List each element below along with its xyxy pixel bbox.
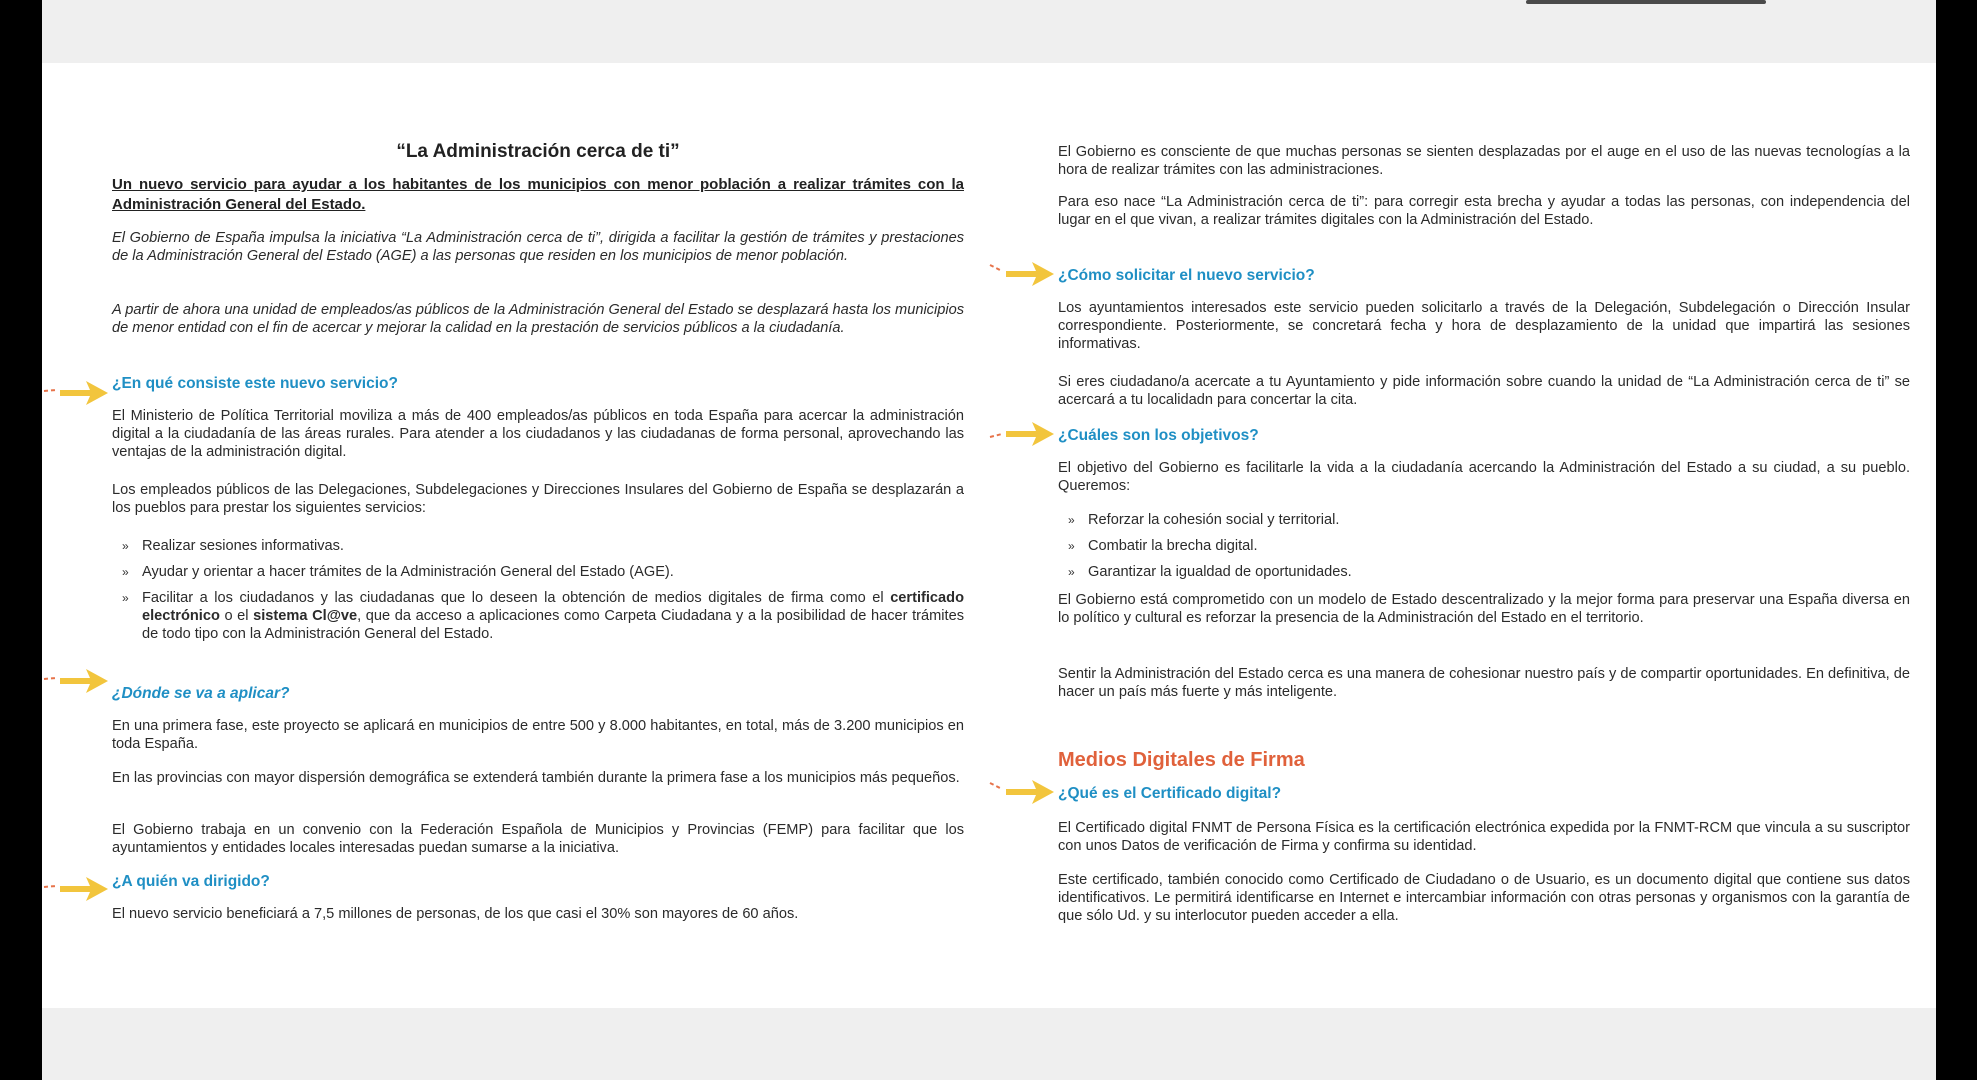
paragraph-certificado-2: Este certificado, también conocido como Certificado de Ciudadano o de Usuario, es un documento digital que contiene sus datos identificativos. Le permitirá identificarse en Internet e intercambiar información con otras personas y organismos con la garantía de que sólo Ud. y su interlocutor pueden acceder a ella.	[1058, 872, 1910, 924]
list-item-text: Reforzar la cohesión social y territorial.	[1088, 512, 1340, 528]
list-text-part: o el	[219, 608, 254, 624]
heading-a-quien: ¿A quién va dirigido?	[112, 873, 270, 890]
list-item-text: Garantizar la igualdad de oportunidades.	[1088, 564, 1352, 580]
document-subtitle: Un nuevo servicio para ayudar a los habitantes de los municipios con menor población a realizar trámites con la Administración General del Estado.	[112, 176, 964, 213]
paragraph-como-solicitar-1: Los ayuntamientos interesados este servicio pueden solicitarlo a través de la Delegación, Subdelegación o Dirección Insular correspondiente. Posteriormente, se concretará fecha y hora de desplazamiento de la unidad que impartirá las sesiones informativas.	[1058, 300, 1910, 352]
bullet-marker: »	[1068, 513, 1075, 527]
list-text-part: , que da acceso a aplicaciones como Carpeta Ciudadana y a la posibilidad de hacer trámites de todo tipo con la Administración General del Estado.	[142, 608, 965, 642]
bullet-marker: »	[122, 591, 129, 605]
heading-certificado-digital: ¿Qué es el Certificado digital?	[1058, 785, 1282, 802]
arrow-icon	[988, 419, 1056, 449]
paragraph-a-quien: El nuevo servicio beneficiará a 7,5 millones de personas, de los que casi el 30% son mayores de 60 años.	[112, 906, 799, 922]
paragraph-conciencia: El Gobierno es consciente de que muchas personas se sienten desplazadas por el auge en el uso de las nuevas tecnologías a la hora de realizar trámites con las administraciones.	[1058, 144, 1910, 178]
list-item-sesiones	[122, 537, 964, 555]
paragraph-objetivos-2: El Gobierno está comprometido con un modelo de Estado descentralizado y la mejor forma para preservar una España diversa en lo político y cultural es reforzar la presencia de la Administración del Estado en el territorio.	[1058, 592, 1910, 626]
bullet-marker: »	[122, 565, 129, 579]
list-item-tramites	[122, 563, 964, 581]
list-item-text: Combatir la brecha digital.	[1088, 538, 1258, 554]
paragraph-objetivos-3: Sentir la Administración del Estado cerca es una manera de cohesionar nuestro país y de compartir oportunidades. En definitiva, de hacer un país más fuerte y más inteligente.	[1058, 666, 1910, 700]
paragraph-para-eso: Para eso nace “La Administración cerca de ti”: para corregir esta brecha y ayudar a todas las personas, con independencia del lugar en el que vivan, a realizar trámites digitales con la Administración del Estado.	[1058, 194, 1910, 228]
document-page	[42, 63, 1936, 1008]
paragraph-donde-1: En una primera fase, este proyecto se aplicará en municipios de entre 500 y 8.000 habitantes, en total, más de 3.200 municipios en toda España.	[112, 718, 964, 752]
arrow-icon	[42, 378, 110, 408]
list-text-part: Facilitar a los ciudadanos y las ciudadanas que lo deseen la obtención de medios digitales de firma como el	[142, 590, 891, 606]
certificado-electronico-term: certificado electrónico	[142, 590, 964, 624]
heading-objetivos: ¿Cuáles son los objetivos?	[1058, 427, 1259, 444]
paragraph-donde-3: El Gobierno trabaja en un convenio con la Federación Española de Municipios y Provincias (FEMP) para facilitar que los ayuntamientos y entidades locales interesadas puedan sumarse a la iniciativa.	[112, 822, 964, 856]
arrow-icon	[42, 874, 110, 904]
bullet-marker: »	[1068, 565, 1075, 579]
list-item-igualdad	[1068, 563, 1910, 581]
bullet-marker: »	[122, 539, 129, 553]
arrow-icon	[988, 777, 1056, 807]
sistema-clave-term: sistema Cl@ve	[253, 608, 358, 624]
intro-paragraph-2: A partir de ahora una unidad de empleados/as públicos de la Administración General del Estado se desplazará hasta los municipios de menor entidad con el fin de acercar y mejorar la calidad en la prestación de servicios públicos a la ciudadanía.	[112, 302, 964, 336]
list-item-text: Ayudar y orientar a hacer trámites de la Administración General del Estado (AGE).	[142, 564, 674, 580]
paragraph-certificado-1: El Certificado digital FNMT de Persona Física es la certificación electrónica expedida por la FNMT-RCM que vincula a su suscriptor con unos Datos de verificación de Firma y confirma su identidad.	[1058, 820, 1910, 854]
list-item-medios-firma	[122, 589, 965, 643]
list-item-cohesion	[1068, 511, 1910, 529]
intro-paragraph-1: El Gobierno de España impulsa la iniciativa “La Administración cerca de ti”, dirigida a facilitar la gestión de trámites y prestaciones de la Administración General del Estado (AGE) a las personas que residen en los municipios de menor población.	[112, 230, 964, 264]
section-title-medios-firma: Medios Digitales de Firma	[1058, 749, 1305, 771]
arrow-icon	[42, 666, 110, 696]
paragraph-que-consiste-2: Los empleados públicos de las Delegaciones, Subdelegaciones y Direcciones Insulares del Gobierno de España se desplazarán a los pueblos para prestar los siguientes servicios:	[112, 482, 964, 516]
paragraph-donde-2: En las provincias con mayor dispersión demográfica se extenderá también durante la primera fase a los municipios más pequeños.	[112, 770, 960, 786]
paragraph-como-solicitar-2: Si eres ciudadano/a acercate a tu Ayuntamiento y pide información sobre cuando la unidad de “La Administración cerca de ti” se acercará a tu localidadn para concertar la cita.	[1058, 374, 1910, 408]
arrow-icon	[988, 259, 1056, 289]
paragraph-objetivos-1: El objetivo del Gobierno es facilitarle la vida a la ciudadanía acercando la Administración del Estado a su ciudad, a su pueblo. Queremos:	[1058, 460, 1910, 494]
heading-que-consiste: ¿En qué consiste este nuevo servicio?	[112, 375, 398, 392]
list-item-text: Realizar sesiones informativas.	[142, 538, 344, 554]
list-item-text	[142, 590, 964, 642]
heading-como-solicitar: ¿Cómo solicitar el nuevo servicio?	[1058, 267, 1315, 284]
bullet-marker: »	[1068, 539, 1075, 553]
heading-donde-aplicar: ¿Dónde se va a aplicar?	[112, 685, 290, 702]
list-item-brecha	[1068, 537, 1910, 555]
scroll-indicator[interactable]	[1526, 0, 1766, 4]
paragraph-que-consiste-1: El Ministerio de Política Territorial moviliza a más de 400 empleados/as públicos en toda España para acercar la administración digital a la ciudadanía de las áreas rurales. Para atender a los ciudadanos y las ciudadanas de forma personal, aprovechando las ventajas de la administración digital.	[112, 408, 964, 460]
document-title: “La Administración cerca de ti”	[396, 141, 680, 162]
